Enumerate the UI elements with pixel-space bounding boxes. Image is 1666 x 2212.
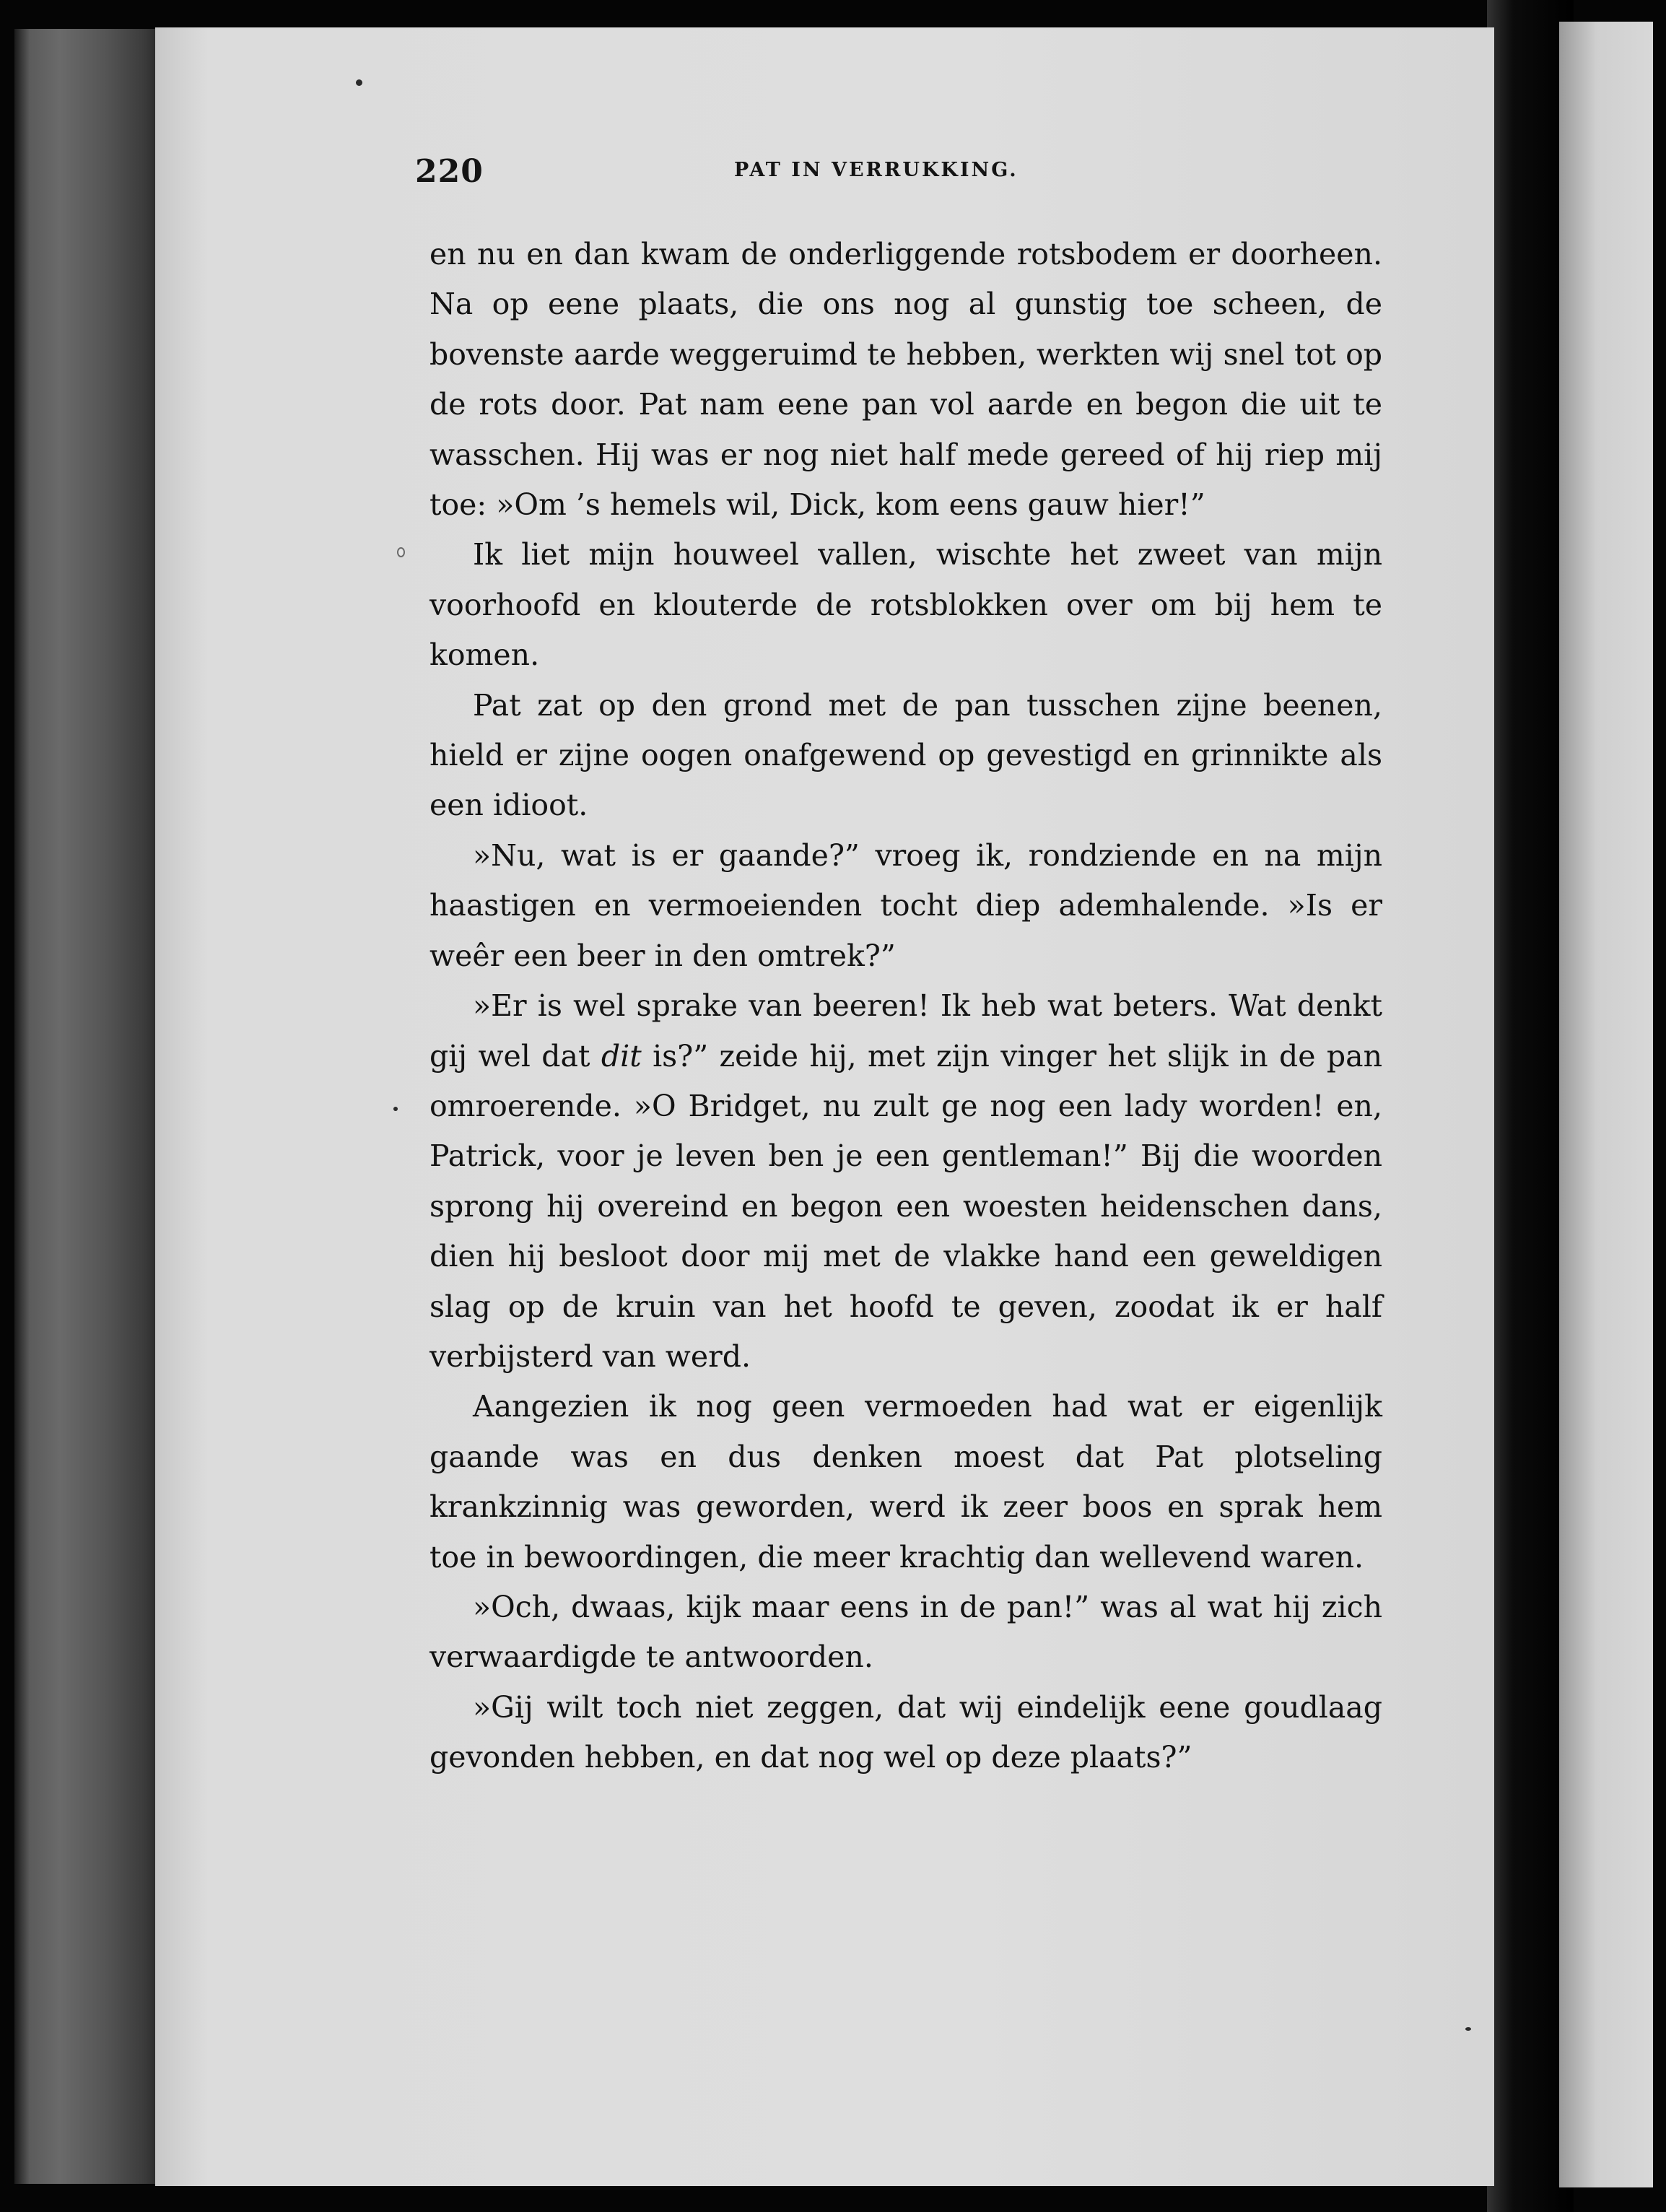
paragraph-text: »Er is wel sprake van beeren! Ik heb wat beters. Wat denkt gij wel dat [429, 988, 1382, 1074]
next-page-edge [1559, 22, 1653, 2187]
paragraph: en nu en dan kwam de onderliggende rotsbodem er doorheen. Na op eene plaats, die ons nog al gunstig toe scheen, de bovenste aarde weggeruimd te hebben, werkten wij snel tot op de rots door. Pat nam eene pan vol aarde en begon die uit te wasschen. Hij was er nog niet half mede gereed of hij riep mij toe: »Om ’s hemels wil, Dick, kom eens gauw hier!” [429, 237, 1382, 523]
italic-word: dit [601, 1038, 642, 1074]
page-number: 220 [415, 153, 484, 190]
paragraph [429, 981, 1382, 1382]
ink-speck [397, 547, 405, 557]
paragraph: »Gij wilt toch niet zeggen, dat wij eindelijk eene goudlaag gevonden hebben, en dat nog wel op deze plaats?” [429, 1689, 1382, 1775]
running-head [415, 153, 1397, 189]
ink-speck [393, 1107, 398, 1111]
running-title: PAT IN VERRUKKING. [734, 159, 1019, 181]
page-edge-stack [14, 29, 166, 2184]
paragraph: »Och, dwaas, kijk maar eens in de pan!” was al wat hij zich verwaardigde te antwoorden. [429, 1589, 1382, 1675]
paragraph: Ik liet mijn houweel vallen, wischte het zweet van mijn voorhoofd en klouterde de rotsblokken over om bij hem te komen. [429, 537, 1382, 673]
paragraph-text: is?” zeide hij, met zijn vinger het slijk in de pan omroerende. »O Bridget, nu zult ge nog een lady worden! en, Patrick, voor je leven ben je een gentleman!” Bij die woorden sprong hij overeind en begon een woesten heidenschen dans, dien hij besloot door mij met de vlakke hand een geweldigen slag op de kruin van het hoofd te geven, zoodat ik er half verbijsterd van werd. [429, 1038, 1382, 1374]
paragraph: »Nu, wat is er gaande?” vroeg ik, rondziende en na mijn haastigen en vermoeienden tocht diep ademhalende. »Is er weêr een beer in den omtrek?” [429, 837, 1382, 973]
paragraph: Pat zat op den grond met de pan tusschen zijne beenen, hield er zijne oogen onafgewend op gevestigd en grinnikte als een idioot. [429, 687, 1382, 823]
paragraph: Aangezien ik nog geen vermoeden had wat er eigenlijk gaande was en dus denken moest dat Pat plotseling krankzinnig was geworden, werd ik zeer boos en sprak hem toe in bewoordingen, die meer krachtig dan wellevend waren. [429, 1389, 1382, 1575]
body-text [429, 230, 1382, 1783]
ink-speck [356, 79, 362, 86]
ink-speck [1465, 2027, 1471, 2031]
